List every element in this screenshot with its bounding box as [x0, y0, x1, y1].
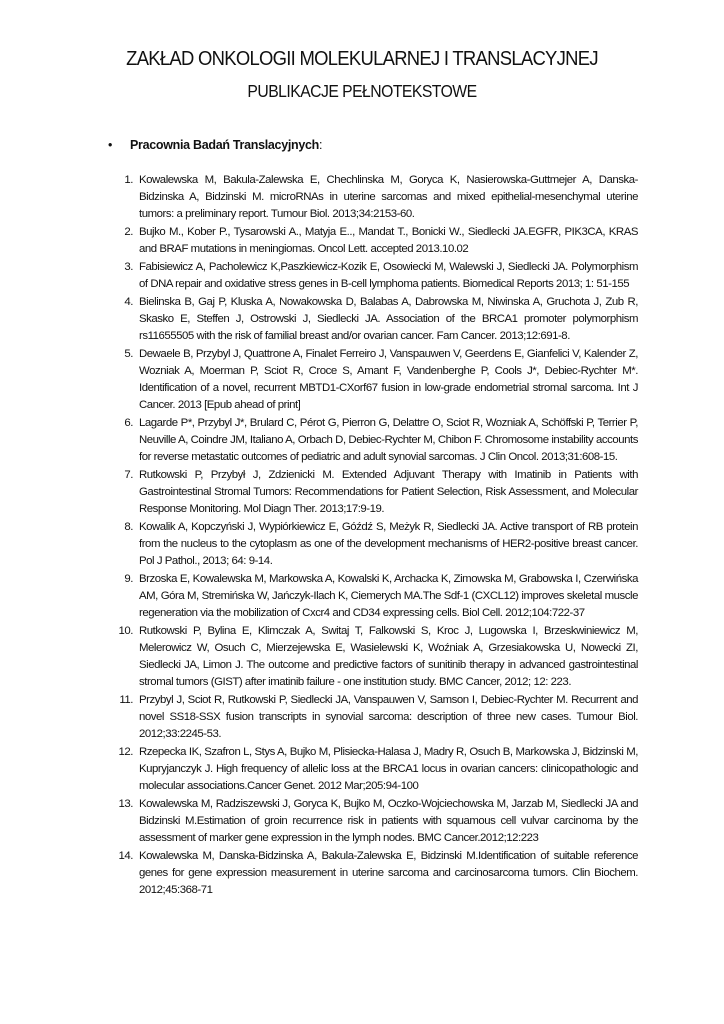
reference-text: Bujko M., Kober P., Tysarowski A., Matyja E.., Mandat T., Bonicki W., Siedlecki JA.EGFR, PIK3CA, KRAS and BRAF mutations in meningiomas. Oncol Lett. accepted 2013.10.02	[139, 226, 638, 255]
reference-text: Fabisiewicz A, Pacholewicz K,Paszkiewicz-Kozik E, Osowiecki M, Walewski J, Siedlecki JA. Polymorphism of DNA repair and oxidative stress genes in B-cell lymphoma patients. Biomedical Reports 2013; 1: 51-155	[139, 261, 638, 290]
reference-item	[124, 467, 638, 518]
reference-text: Lagarde P*, Przybyl J*, Brulard C, Pérot G, Pierron G, Delattre O, Sciot R, Wozniak A, Schöffski P, Terrier P, Neuville A, Coindre JM, Italiano A, Orbach D, Debiec-Rychter M, Chibon F. Chromosome instability accounts for reverse metastatic outcomes of pediatric and adult synovial sarcomas. J Clin Oncol. 2013;31:608-15.	[139, 417, 638, 463]
reference-item	[118, 623, 638, 691]
reference-text: Rutkowski P, Bylina E, Klimczak A, Switaj T, Falkowski S, Kroc J, Lugowska I, Brzeskwiniewicz M, Melerowicz W, Osuch C, Mierzejewska E, Wasielewski K, Woźniak A, Grzesiakowska U, Nowecki ZI, Siedlecki JA, Limon J. The outcome and predictive factors of sunitinib therapy in advanced gastrointestinal stromal tumors (GIST) after imatinib failure - one institution study. BMC Cancer, 2012; 12: 223.	[139, 625, 638, 688]
reference-item	[124, 294, 638, 345]
reference-number: 9.	[124, 573, 133, 585]
reference-number: 11.	[119, 694, 133, 706]
reference-number: 10.	[118, 625, 133, 637]
section-label-text: Pracownia Badań Translacyjnych	[130, 138, 319, 152]
reference-number: 2.	[124, 226, 133, 238]
reference-number: 1.	[124, 174, 133, 186]
reference-number: 7.	[124, 469, 133, 481]
section-label	[130, 136, 322, 154]
reference-number: 4.	[124, 296, 133, 308]
reference-item	[124, 224, 638, 258]
reference-item	[124, 346, 638, 414]
reference-list	[118, 172, 638, 900]
section-label-colon: :	[319, 138, 323, 152]
reference-number: 6.	[124, 417, 133, 429]
reference-number: 12.	[118, 746, 133, 758]
reference-item	[124, 571, 638, 622]
reference-number: 8.	[124, 521, 133, 533]
reference-number: 5.	[124, 348, 133, 360]
reference-text: Kowalewska M, Radziszewski J, Goryca K, Bujko M, Oczko-Wojciechowska M, Jarzab M, Siedlecki JA and Bidzinski M.Estimation of groin recurrence risk in patients with squamous cell vulvar carcinoma by the assessment of marker gene expression in the lymph nodes. BMC Cancer.2012;12:223	[139, 798, 638, 844]
page-subtitle: PUBLIKACJE PEŁNOTEKSTOWE	[247, 81, 477, 101]
reference-text: Rzepecka IK, Szafron L, Stys A, Bujko M, Plisiecka-Halasa J, Madry R, Osuch B, Markowska J, Bidzinski M, Kupryjanczyk J. High frequency of allelic loss at the BRCA1 locus in ovarian cancers: clinicopathologic and molecular associations.Cancer Genet. 2012 Mar;205:94-100	[139, 746, 638, 792]
reference-item	[118, 848, 638, 899]
reference-item	[124, 259, 638, 293]
page-title: ZAKŁAD ONKOLOGII MOLEKULARNEJ I TRANSLACYJNEJ	[126, 47, 598, 70]
reference-text: Dewaele B, Przybyl J, Quattrone A, Finalet Ferreiro J, Vanspauwen V, Geerdens E, Gianfelici V, Kalender Z, Wozniak A, Moerman P, Sciot R, Croce S, Amant F, Vandenberghe P, Cools J*, Debiec-Rychter M*. Identification of a novel, recurrent MBTD1-CXorf67 fusion in low-grade endometrial stromal sarcoma. Int J Cancer. 2013 [Epub ahead of print]	[139, 348, 638, 411]
reference-text: Rutkowski P, Przybył J, Zdzienicki M. Extended Adjuvant Therapy with Imatinib in Patients with Gastrointestinal Stromal Tumors: Recommendations for Patient Selection, Risk Assessment, and Molecular Response Monitoring. Mol Diagn Ther. 2013;17:9-19.	[139, 469, 638, 515]
reference-item	[119, 692, 638, 743]
reference-item	[124, 415, 638, 466]
reference-text: Bielinska B, Gaj P, Kluska A, Nowakowska D, Balabas A, Dabrowska M, Niwinska A, Gruchota J, Zub R, Skasko E, Steffen J, Ostrowski J, Siedlecki JA. Association of the BRCA1 promoter polymorphism rs11655505 with the risk of familial breast and/or ovarian cancer. Fam Cancer. 2013;12:691-8.	[139, 296, 638, 342]
reference-item	[118, 796, 638, 847]
bullet-icon: •	[108, 138, 113, 152]
reference-text: Kowalewska M, Danska-Bidzinska A, Bakula-Zalewska E, Bidzinski M.Identification of suitable reference genes for gene expression measurement in uterine sarcoma and carcinosarcoma tumors. Clin Biochem. 2012;45:368-71	[139, 850, 638, 896]
reference-number: 14.	[118, 850, 133, 862]
reference-item	[124, 519, 638, 570]
reference-item	[124, 172, 638, 223]
reference-text: Kowalik A, Kopczyński J, Wypiórkiewicz E, Góźdź S, Meżyk R, Siedlecki JA. Active transport of RB protein from the nucleus to the cytoplasm as one of the development mechanisms of HER2-positive breast cancer. Pol J Pathol., 2013; 64: 9-14.	[139, 521, 638, 567]
reference-text: Brzoska E, Kowalewska M, Markowska A, Kowalski K, Archacka K, Zimowska M, Grabowska I, Czerwińska AM, Góra M, Stremińska W, Jańczyk-Ilach K, Ciemerych MA.The Sdf-1 (CXCL12) improves skeletal muscle regeneration via the mobilization of Cxcr4 and CD34 expressing cells. Biol Cell. 2012;104:722-37	[139, 573, 638, 619]
reference-number: 3.	[124, 261, 133, 273]
reference-text: Kowalewska M, Bakula-Zalewska E, Chechlinska M, Goryca K, Nasierowska-Guttmejer A, Danska-Bidzinska A, Bidzinski M. microRNAs in uterine sarcomas and mixed epithelial-mesenchymal uterine tumors: a preliminary report. Tumour Biol. 2013;34:2153-60.	[139, 174, 638, 220]
reference-number: 13.	[118, 798, 133, 810]
reference-item	[118, 744, 638, 795]
reference-text: Przybyl J, Sciot R, Rutkowski P, Siedlecki JA, Vanspauwen V, Samson I, Debiec-Rychter M. Recurrent and novel SS18-SSX fusion transcripts in synovial sarcoma: description of three new cases. Tumour Biol. 2012;33:2245-53.	[139, 694, 638, 740]
